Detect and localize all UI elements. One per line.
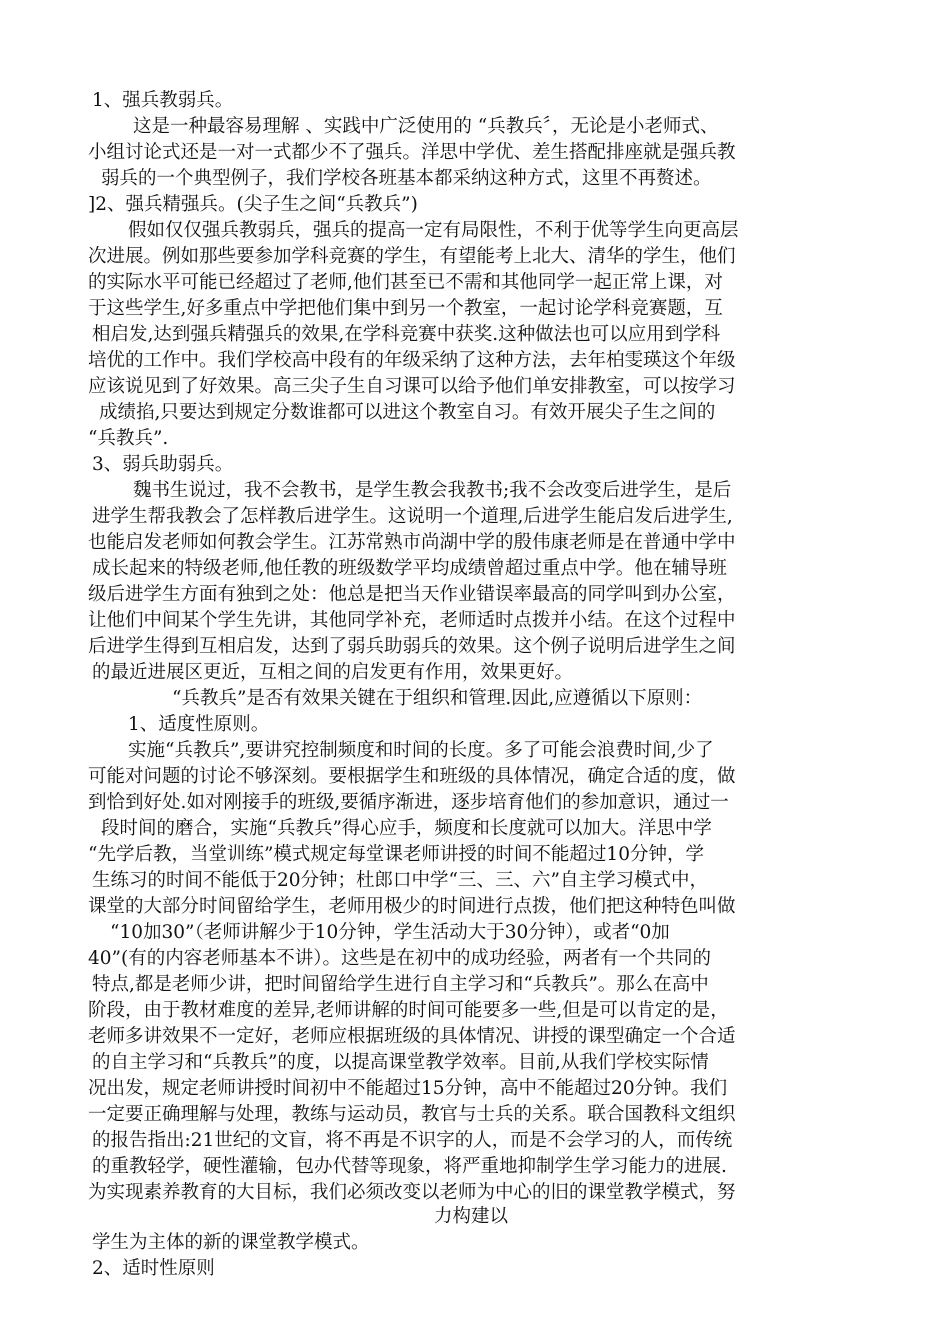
paragraph-line: 学生为主体的新的课堂教学模式。 [92, 1232, 370, 1253]
paragraph-line: 应该说见到了好效果。高三尖子生自习课可以给予他们单安排教室，可以按学习 [88, 376, 736, 397]
paragraph-line: 老师多讲效果不一定好，老师应根据班级的具体情况、讲授的课型确定一个合适 [88, 1026, 736, 1047]
paragraph-line: 假如仅仅强兵教弱兵，强兵的提高一定有局限性，不利于优等学生向更高层 [128, 220, 739, 241]
paragraph-line: 培优的工作中。我们学校高中段有的年级采纳了这种方法，去年柏雯瑛这个年级 [88, 350, 736, 371]
paragraph-line: 的报告指出:21世纪的文盲，将不再是不识字的人，而是不会学习的人，而传统 [92, 1130, 733, 1151]
heading-1: 1、强兵教弱兵。 [92, 90, 234, 111]
paragraph-line: 魏书生说过，我不会教书，是学生教会我教书;我不会改变后进学生，是后 [133, 480, 732, 501]
paragraph-line: 进学生帮我教会了怎样教后进学生。这说明一个道理,后进学生能启发后进学生, [92, 506, 733, 527]
paragraph-line: 相启发,达到强兵精强兵的效果,在学科竞赛中获奖.这种做法也可以应用到学科 [92, 324, 721, 345]
principles-intro: “兵教兵”是否有效果关键在于组织和管理.因此,应遵循以下原则： [172, 688, 703, 709]
paragraph-line: 生练习的时间不能低于20分钟；杜郎口中学“三、三、六”自主学习模式中， [92, 870, 708, 891]
paragraph-line: “先学后教，当堂训练”模式规定每堂课老师讲授的时间不能超过10分钟，学 [88, 844, 704, 865]
heading-2: ]2、强兵精强兵。(尖子生之间“兵教兵”) [88, 194, 418, 215]
paragraph-line: 40”(有的内容老师基本不讲）。这些是在初中的成功经验，两者有一个共同的 [88, 948, 711, 969]
paragraph-line: 也能启发老师如何教会学生。江苏常熟市尚湖中学的殷伟康老师是在普通中学中 [88, 532, 736, 553]
paragraph-line: 级后进学生方面有独到之处：他总是把当天作业错误率最高的同学叫到办公室， [88, 584, 736, 605]
paragraph-line: 的实际水平可能已经超过了老师,他们甚至已不需和其他同学一起正常上课，对 [88, 272, 723, 293]
paragraph-line: 弱兵的一个典型例子，我们学校各班基本都采纳这种方式，这里不再赘述。 [101, 168, 712, 189]
paragraph-line-centered: 力构建以 [434, 1206, 509, 1227]
paragraph-line: 实施“兵教兵”,要讲究控制频度和时间的长度。多了可能会浪费时间,少了 [128, 740, 714, 761]
paragraph-line: 的最近进展区更近，互相之间的启发更有作用，效果更好。 [92, 662, 574, 683]
paragraph-line: 到恰到好处.如对刚接手的班级,要循序渐进，逐步培育他们的参加意识，通过一 [88, 792, 729, 813]
paragraph-line: 阶段，由于教材难度的差异,老师讲解的时间可能要多一些,但是可以肯定的是， [88, 1000, 729, 1021]
paragraph-line: 让他们中间某个学生先讲，其他同学补充，老师适时点拨并小结。在这个过程中 [88, 610, 736, 631]
paragraph-line: 小组讨论式还是一对一式都少不了强兵。洋思中学优、差生搭配排座就是强兵教 [88, 142, 736, 163]
paragraph-line: 于这些学生,好多重点中学把他们集中到另一个教室，一起讨论学科竞赛题，互 [88, 298, 723, 319]
paragraph-line: 成绩掐,只要达到规定分数谁都可以进这个教室自习。有效开展尖子生之间的 [99, 402, 716, 423]
paragraph-line: “兵教兵”. [88, 428, 169, 449]
paragraph-line: 课堂的大部分时间留给学生，老师用极少的时间进行点拨，他们把这种特色叫做 [88, 896, 736, 917]
principle-heading-1: 1、适度性原则。 [128, 714, 270, 735]
paragraph-line: 可能对问题的讨论不够深刻。要根据学生和班级的具体情况，确定合适的度，做 [88, 766, 736, 787]
paragraph-line: 为实现素养教育的大目标，我们必须改变以老师为中心的旧的课堂教学模式，努 [88, 1182, 736, 1203]
paragraph-line: 成长起来的特级老师,他任教的班级数学平均成绩曾超过重点中学。他在辅导班 [92, 558, 727, 579]
paragraph-line: 段时间的磨合，实施“兵教兵”得心应手，频度和长度就可以加大。洋思中学 [101, 818, 712, 839]
principle-heading-2: 2、适时性原则 [92, 1258, 215, 1279]
paragraph-line: 况出发，规定老师讲授时间初中不能超过15分钟，高中不能超过20分钟。我们 [88, 1078, 728, 1099]
paragraph-line: 次进展。例如那些要参加学科竞赛的学生，有望能考上北大、清华的学生，他们 [88, 246, 736, 267]
paragraph-line: 特点,都是老师少讲，把时间留给学生进行自主学习和“兵教兵”。那么在高中 [92, 974, 709, 995]
paragraph-line: “10加30”（老师讲解少于10分钟，学生活动大于30分钟），或者“0加 [110, 922, 670, 943]
paragraph-line: 的自主学习和“兵教兵”的度，以提高课堂教学效率。目前,从我们学校实际情 [92, 1052, 709, 1073]
paragraph-line: 的重教轻学，硬性灌输，包办代替等现象，将严重地抑制学生学习能力的进展. [92, 1156, 727, 1177]
paragraph-line: 一定要正确理解与处理，教练与运动员，教官与士兵的关系。联合国教科文组织 [88, 1104, 736, 1125]
heading-3: 3、弱兵助弱兵。 [92, 454, 234, 475]
paragraph-line: 这是一种最容易理解 、实践中广泛使用的 “兵教兵〞，无论是小老师式、 [133, 116, 719, 137]
paragraph-line: 后进学生得到互相启发，达到了弱兵助弱兵的效果。这个例子说明后进学生之间 [88, 636, 736, 657]
